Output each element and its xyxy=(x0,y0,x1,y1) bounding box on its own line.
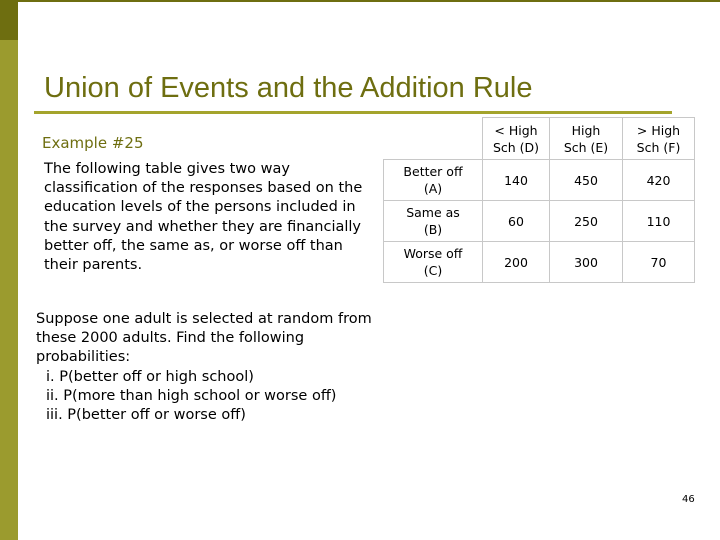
table-cell: 250 xyxy=(550,201,623,242)
classification-table xyxy=(383,117,695,283)
column-header xyxy=(623,118,695,160)
table-header-row xyxy=(384,118,695,160)
column-header-line2: Sch (F) xyxy=(636,139,681,155)
row-header xyxy=(384,242,483,283)
row-header-line2: (B) xyxy=(423,222,443,237)
title-underline xyxy=(34,111,672,114)
row-header-line1: Worse off xyxy=(403,246,463,261)
row-header xyxy=(384,201,483,242)
example-heading: Example #25 xyxy=(42,134,144,152)
table-cell: 450 xyxy=(550,160,623,201)
question-item: ii. P(more than high school or worse off) xyxy=(46,387,337,404)
page-number: 46 xyxy=(682,494,695,505)
column-header-line1: < High xyxy=(494,122,538,138)
table-cell: 420 xyxy=(623,160,695,201)
question-line: probabilities: xyxy=(36,349,131,366)
column-header-line1: > High xyxy=(636,122,681,138)
table-row xyxy=(384,160,695,201)
row-header-line1: Better off xyxy=(403,164,463,179)
row-header-line2: (C) xyxy=(423,263,443,278)
side-bar xyxy=(0,0,18,540)
row-header-line1: Same as xyxy=(406,205,460,220)
table-row xyxy=(384,242,695,283)
question-line: these 2000 adults. Find the following xyxy=(36,330,305,347)
slide-title: Union of Events and the Addition Rule xyxy=(44,72,533,104)
table-cell: 200 xyxy=(483,242,550,283)
table-cell: 300 xyxy=(550,242,623,283)
table-cell: 110 xyxy=(623,201,695,242)
column-header xyxy=(550,118,623,160)
table-cell: 140 xyxy=(483,160,550,201)
row-header-line2: (A) xyxy=(423,181,443,196)
question-text xyxy=(36,310,456,425)
table-cell: 70 xyxy=(623,242,695,283)
question-item: iii. P(better off or worse off) xyxy=(46,407,246,424)
question-line: Suppose one adult is selected at random from xyxy=(36,311,372,327)
table-cell: 60 xyxy=(483,201,550,242)
row-header xyxy=(384,160,483,201)
column-header-line1: High xyxy=(571,122,601,138)
column-header-line2: Sch (D) xyxy=(492,139,540,155)
column-header xyxy=(483,118,550,160)
side-bar-accent xyxy=(0,0,18,40)
column-header-line2: Sch (E) xyxy=(563,139,609,155)
table-corner-cell xyxy=(384,118,483,160)
question-item: i. P(better off or high school) xyxy=(46,368,254,385)
intro-text: The following table gives two way classification of the responses based on the education levels of the persons included in the survey and whether they are financially better off, the same as, or worse off than their parents. xyxy=(44,161,363,274)
top-strip xyxy=(0,0,720,2)
table-row xyxy=(384,201,695,242)
